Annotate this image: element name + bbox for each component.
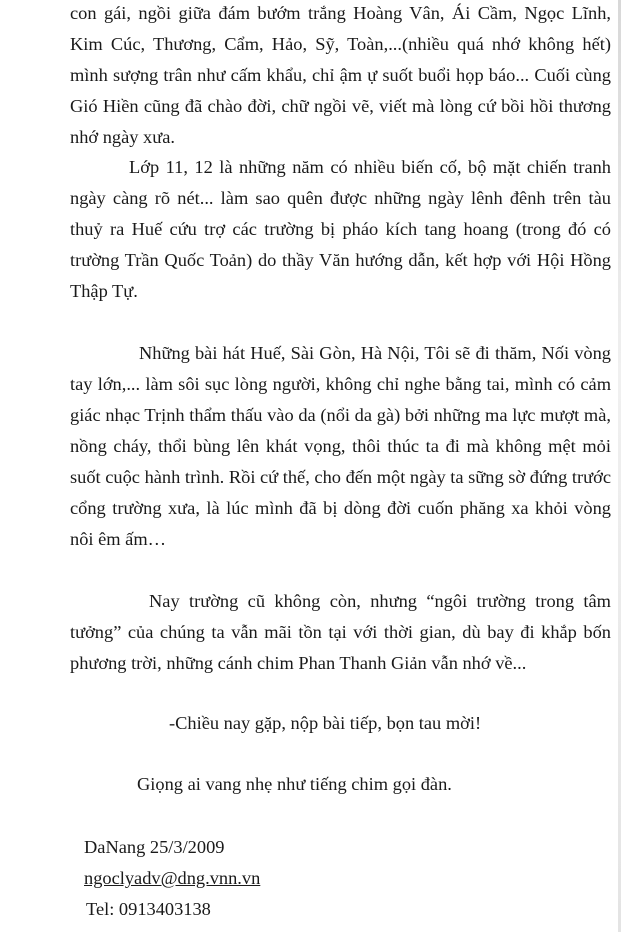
text-line: con gái, ngồi giữa đám bướm trắng Hoàng Vân, Ái Cầm, Ngọc Lĩnh, — [70, 3, 611, 23]
text-line: Thập Tự. — [70, 281, 138, 301]
email-link[interactable]: ngoclyadv@dng.vnn.vn — [84, 868, 261, 888]
closing-line: Giọng ai vang nhẹ như tiếng chim gọi đàn. — [137, 774, 452, 794]
text-line: Những bài hát Huế, Sài Gòn, Hà Nội, Tôi sẽ đi thăm, Nối vòng — [139, 343, 611, 363]
text-line: tưởng” của chúng ta vẫn mãi tồn tại với thời gian, dù bay đi khắp bốn — [70, 622, 611, 642]
text-line: thuỷ ra Huế cứu trợ các trường bị pháo kích tang hoang (trong đó có — [70, 219, 611, 239]
text-line: Kim Cúc, Thương, Cẩm, Hảo, Sỹ, Toàn,...(nhiều quá nhớ không hết) — [70, 34, 611, 54]
text-line: cổng trường xưa, là lúc mình đã bị dòng đời cuốn phăng xa khỏi vòng — [70, 498, 611, 518]
text-line: giác nhạc Trịnh thẩm thấu vào da (nổi da gà) bởi những ma lực mượt mà, — [70, 405, 611, 425]
quote-line: -Chiều nay gặp, nộp bài tiếp, bọn tau mời! — [169, 713, 482, 733]
text-line: Lớp 11, 12 là những năm có nhiều biến cố, bộ mặt chiến tranh — [129, 157, 611, 177]
text-line: ngày càng rõ nét... làm sao quên được những ngày lênh đênh trên tàu — [70, 188, 611, 208]
text-line: nồng cháy, thổi bùng lên khát vọng, thôi thúc ta đi mà không mệt mỏi — [70, 436, 611, 456]
text-line: nôi êm ấm… — [70, 529, 167, 549]
phone-number: Tel: 0913403138 — [86, 899, 211, 919]
text-line: Nay trường cũ không còn, nhưng “ngôi trường trong tâm — [149, 591, 611, 611]
place-date: DaNang 25/3/2009 — [84, 837, 225, 857]
text-line: tay lớn,... làm sôi sục lòng người, không chỉ nghe bằng tai, mình có cảm — [70, 374, 611, 394]
text-line: suốt cuộc hành trình. Rồi cứ thế, cho đến một ngày ta sững sờ đứng trước — [70, 467, 611, 487]
text-line: mình sượng trân như cấm khẩu, chỉ ậm ự suốt buổi họp báo... Cuối cùng — [70, 65, 611, 85]
text-line: trường Trần Quốc Toản) do thầy Văn hướng dẫn, kết hợp với Hội Hồng — [70, 250, 611, 270]
text-line: phương trời, những cánh chim Phan Thanh Giản vẫn nhớ về... — [70, 653, 527, 673]
text-line: Gió Hiền cũng đã chào đời, chữ ngồi vẽ, viết mà lòng cứ bồi hồi thương — [70, 96, 611, 116]
text-line: nhớ ngày xưa. — [70, 127, 175, 147]
